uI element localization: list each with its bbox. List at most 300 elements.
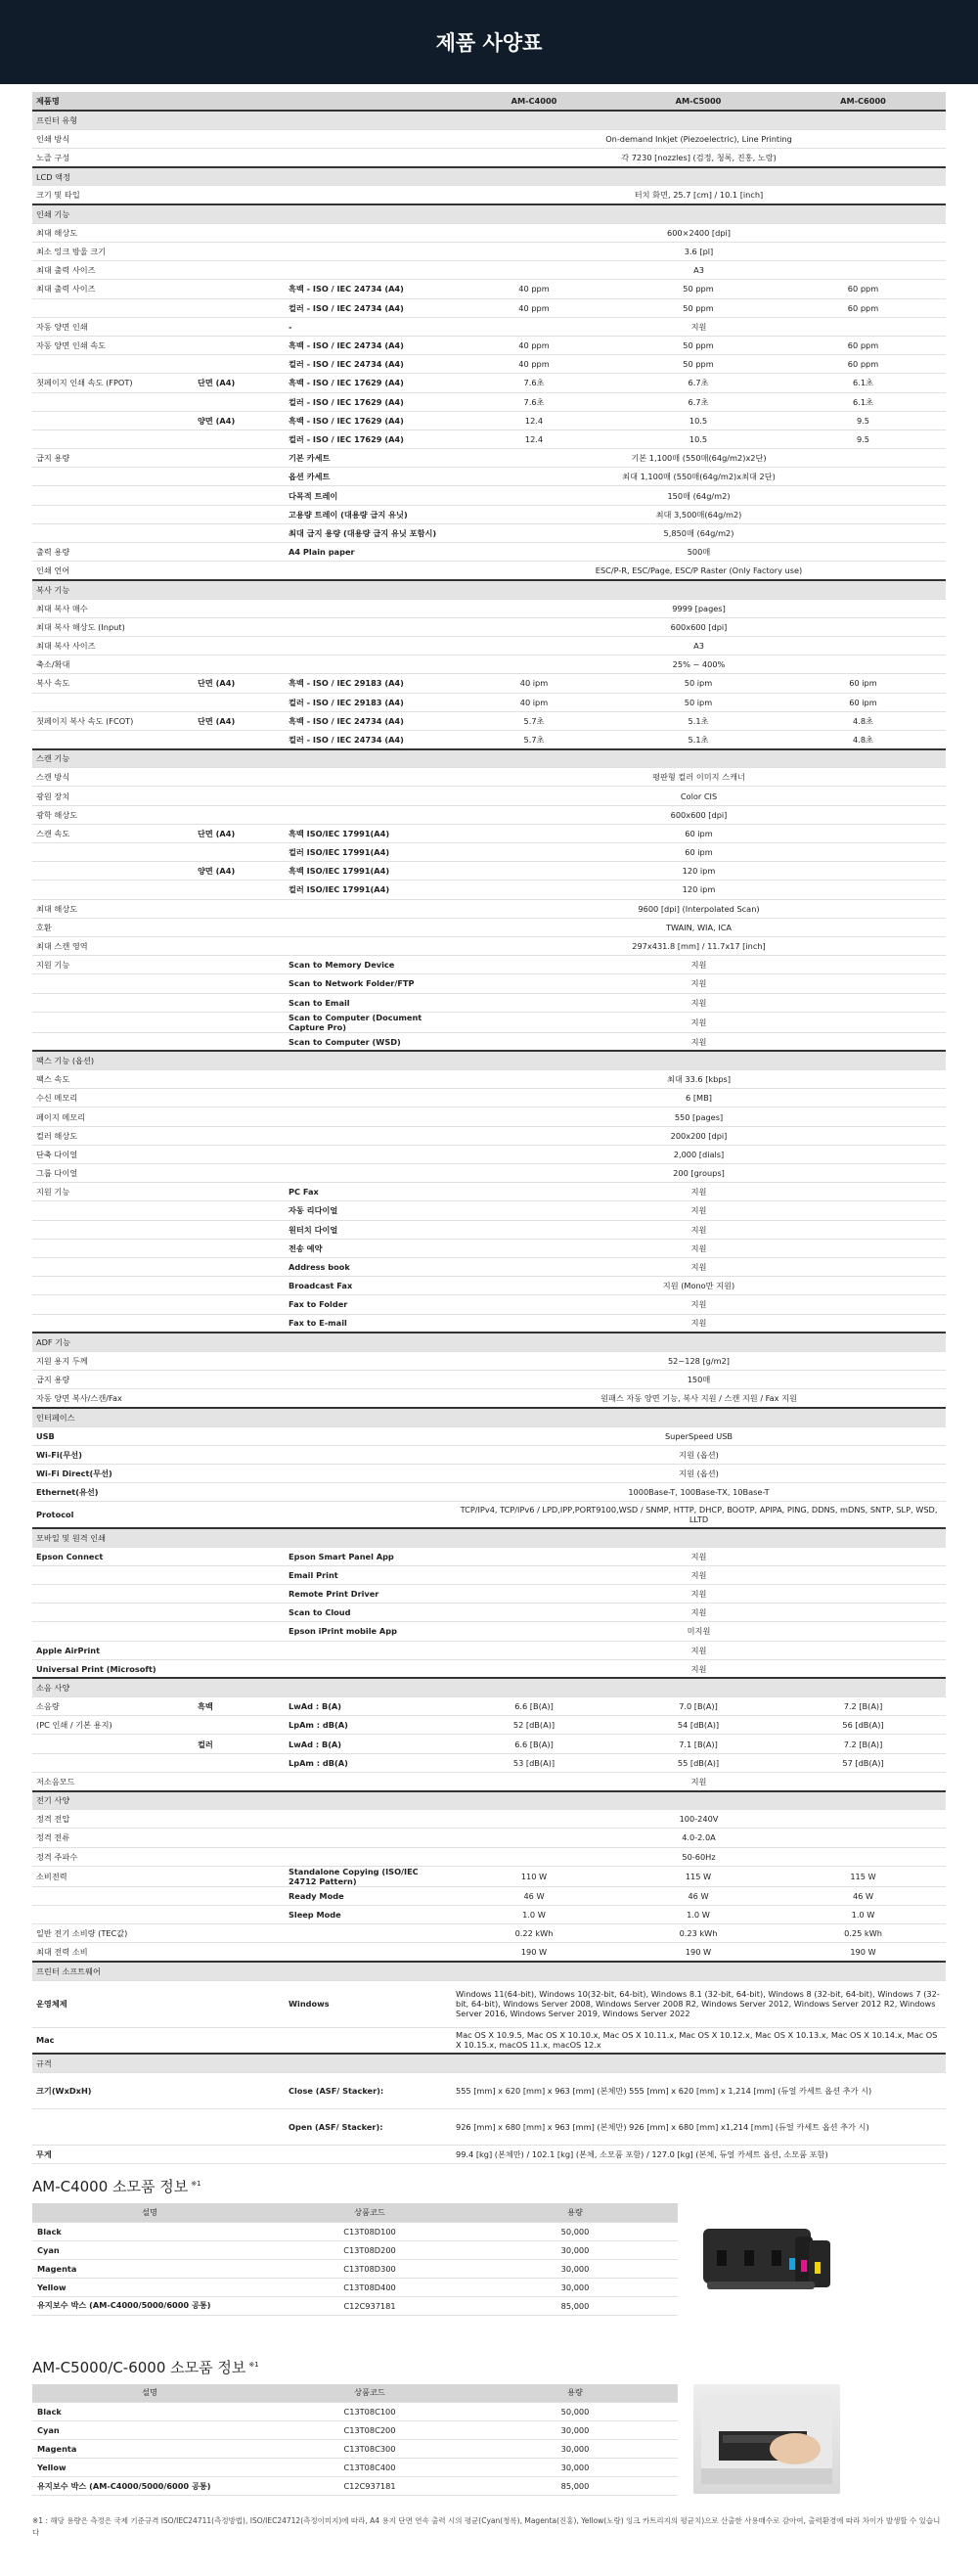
spec-row	[32, 1445, 946, 1464]
spec-cell: 컬러	[194, 1735, 285, 1753]
spec-section-row	[32, 1678, 946, 1696]
spec-cell: 지원	[452, 993, 946, 1012]
spec-cell: 60 ipm	[452, 824, 946, 842]
spec-cell: 55 [dB(A)]	[616, 1753, 780, 1772]
spec-row	[32, 1126, 946, 1145]
spec-cell	[285, 2027, 452, 2054]
consumables-title: AM-C5000/C-6000 소모품 정보 $^{※1}$	[32, 2358, 259, 2376]
spec-cell: 단축 다이얼	[32, 1145, 194, 1163]
spec-row	[32, 674, 946, 693]
spec-row	[32, 1371, 946, 1389]
spec-cell	[194, 1012, 285, 1032]
spec-cell: 무게	[32, 2145, 194, 2163]
spec-cell: A3	[452, 636, 946, 655]
spec-row	[32, 1012, 946, 1032]
spec-cell: 최대 복사 해상도 (Input)	[32, 617, 194, 636]
spec-cell: Sleep Mode	[285, 1905, 452, 1923]
spec-row	[32, 1426, 946, 1445]
spec-cell	[285, 2145, 452, 2163]
spec-row	[32, 374, 946, 392]
spec-cell: 53 [dB(A)]	[452, 1753, 616, 1772]
table-cell: Magenta	[32, 2259, 267, 2278]
spec-cell: 56 [dB(A)]	[780, 1716, 946, 1735]
spec-cell: 0.25 kWh	[780, 1924, 946, 1943]
spec-cell	[194, 1604, 285, 1622]
spec-cell: Scan to Network Folder/FTP	[285, 974, 452, 993]
table-cell: Black	[32, 2222, 267, 2240]
spec-cell: 소비전력	[32, 1866, 194, 1886]
spec-row	[32, 562, 946, 580]
spec-cell: 6.1초	[780, 374, 946, 392]
spec-row	[32, 768, 946, 787]
consumables-title: AM-C4000 소모품 정보 $^{※1}$	[32, 2178, 201, 2196]
spec-cell	[32, 523, 194, 542]
spec-cell: 지원	[452, 1201, 946, 1220]
spec-cell: 190 W	[616, 1943, 780, 1962]
spec-cell: 40 ppm	[452, 298, 616, 317]
spec-cell	[285, 243, 452, 261]
spec-row	[32, 599, 946, 617]
spec-cell	[194, 1886, 285, 1905]
spec-cell	[285, 1829, 452, 1847]
spec-cell: 단면 (A4)	[194, 674, 285, 693]
table-row	[32, 2440, 678, 2459]
spec-cell	[194, 1145, 285, 1163]
spec-row	[32, 918, 946, 936]
spec-cell	[285, 617, 452, 636]
table-cell: 30,000	[472, 2459, 678, 2477]
spec-row	[32, 2027, 946, 2054]
spec-row	[32, 655, 946, 674]
spec-cell	[194, 1445, 285, 1464]
spec-cell	[32, 1032, 194, 1051]
spec-cell	[32, 1295, 194, 1314]
spec-cell: PC Fax	[285, 1183, 452, 1201]
spec-cell	[285, 636, 452, 655]
table-cell: Magenta	[32, 2440, 267, 2459]
spec-cell: 전송 예약	[285, 1239, 452, 1257]
spec-cell: 6.6 [B(A)]	[452, 1735, 616, 1753]
spec-cell	[194, 993, 285, 1012]
spec-cell	[32, 1012, 194, 1032]
spec-row	[32, 243, 946, 261]
spec-cell	[194, 1829, 285, 1847]
spec-cell: 노즐 구성	[32, 149, 194, 167]
spec-cell: 60 ppm	[780, 280, 946, 298]
spec-row	[32, 1032, 946, 1051]
spec-cell	[194, 956, 285, 974]
spec-section-row	[32, 1408, 946, 1426]
ink-cartridges-image	[693, 2203, 840, 2311]
spec-cell: (PC 인쇄 / 기본 용지)	[32, 1716, 194, 1735]
spec-cell: 지원	[452, 1641, 946, 1659]
spec-cell	[194, 1502, 285, 1528]
spec-cell: 297x431.8 [mm] / 11.7x17 [inch]	[452, 936, 946, 955]
spec-cell: 인쇄 기능	[32, 204, 946, 223]
spec-cell	[194, 223, 285, 242]
spec-cell	[194, 1943, 285, 1962]
spec-cell	[194, 1277, 285, 1295]
spec-cell: 60 ppm	[780, 336, 946, 354]
spec-row	[32, 355, 946, 374]
spec-row	[32, 1943, 946, 1962]
spec-cell: 190 W	[780, 1943, 946, 1962]
spec-cell: 터치 화면, 25.7 [cm] / 10.1 [inch]	[452, 186, 946, 204]
spec-cell: 115 W	[616, 1866, 780, 1886]
spec-cell: 5.7초	[452, 711, 616, 730]
spec-cell: Address book	[285, 1257, 452, 1276]
spec-cell	[194, 1070, 285, 1089]
spec-cell	[285, 92, 452, 111]
spec-row	[32, 149, 946, 167]
spec-row	[32, 1239, 946, 1257]
spec-cell	[285, 1107, 452, 1126]
spec-cell: Epson Smart Panel App	[285, 1547, 452, 1565]
spec-cell: 6.6 [B(A)]	[452, 1697, 616, 1716]
consumables-section-1	[32, 2176, 978, 2316]
spec-row	[32, 1829, 946, 1847]
spec-cell	[194, 768, 285, 787]
spec-cell: 7.6초	[452, 392, 616, 411]
spec-section-row	[32, 1333, 946, 1351]
spec-cell: 지원	[452, 1604, 946, 1622]
spec-cell: Mac OS X 10.9.5, Mac OS X 10.10.x, Mac OS X 10.11.x, Mac OS X 10.12.x, Mac OS X 10.13.x, Mac OS X 10.14.x, Mac OS X 10.15.x, macOS 11.x, macOS 12.x	[452, 2027, 946, 2054]
spec-cell: A3	[452, 261, 946, 280]
spec-row	[32, 1980, 946, 2027]
spec-cell	[32, 1905, 194, 1923]
spec-cell: A4 Plain paper	[285, 543, 452, 562]
spec-cell: 110 W	[452, 1866, 616, 1886]
spec-cell	[285, 1164, 452, 1183]
spec-cell: 1.0 W	[616, 1905, 780, 1923]
spec-cell	[285, 1089, 452, 1107]
spec-cell: 46 W	[780, 1886, 946, 1905]
spec-cell: 흑백 ISO/IEC 17991(A4)	[285, 862, 452, 881]
spec-row	[32, 993, 946, 1012]
spec-cell	[285, 129, 452, 148]
spec-row	[32, 1565, 946, 1584]
table-row	[32, 2240, 678, 2259]
spec-section-row	[32, 1528, 946, 1547]
spec-cell: Fax to E-mail	[285, 1314, 452, 1333]
spec-cell: Ready Mode	[285, 1886, 452, 1905]
spec-cell	[194, 355, 285, 374]
spec-cell: 호환	[32, 918, 194, 936]
table-cell: 30,000	[472, 2278, 678, 2296]
spec-row	[32, 730, 946, 748]
spec-cell	[194, 2145, 285, 2163]
spec-cell: Fax to Folder	[285, 1295, 452, 1314]
spec-cell	[194, 1659, 285, 1678]
column-header: 용량	[472, 2203, 678, 2222]
spec-cell: 컬러 - ISO / IEC 24734 (A4)	[285, 298, 452, 317]
spec-cell	[285, 1126, 452, 1145]
spec-cell	[285, 918, 452, 936]
spec-cell	[32, 486, 194, 505]
table-cell: Black	[32, 2403, 267, 2421]
table-cell: C13T08C100	[267, 2403, 472, 2421]
spec-cell: 인쇄 방식	[32, 129, 194, 148]
spec-cell	[32, 355, 194, 374]
spec-header-row	[32, 92, 946, 111]
spec-cell	[32, 1239, 194, 1257]
spec-cell: 정격 주파수	[32, 1847, 194, 1866]
spec-cell: 60 ipm	[780, 693, 946, 711]
table-row	[32, 2477, 678, 2496]
spec-row	[32, 1314, 946, 1333]
spec-row	[32, 1697, 946, 1716]
table-cell: 유지보수 박스 (AM-C4000/5000/6000 공통)	[32, 2477, 267, 2496]
spec-cell	[285, 1465, 452, 1483]
spec-cell	[194, 429, 285, 448]
spec-cell: 50 ppm	[616, 355, 780, 374]
spec-cell: 57 [dB(A)]	[780, 1753, 946, 1772]
spec-cell	[194, 1164, 285, 1183]
table-row	[32, 2296, 678, 2315]
spec-row	[32, 1866, 946, 1886]
spec-cell	[194, 1220, 285, 1239]
spec-cell: 일반 전기 소비량 (TEC값)	[32, 1924, 194, 1943]
spec-cell: Epson iPrint mobile App	[285, 1622, 452, 1641]
spec-cell: Scan to Computer (WSD)	[285, 1032, 452, 1051]
spec-cell: 광학 해상도	[32, 805, 194, 824]
spec-cell	[285, 1659, 452, 1678]
spec-row	[32, 223, 946, 242]
spec-cell: 100-240V	[452, 1810, 946, 1829]
spec-cell: 축소/확대	[32, 655, 194, 674]
spec-cell	[32, 1314, 194, 1333]
spec-cell: 제품명	[32, 92, 194, 111]
spec-section-row	[32, 167, 946, 186]
spec-cell: 115 W	[780, 1866, 946, 1886]
table-cell: C13T08D400	[267, 2278, 472, 2296]
spec-cell: 단면 (A4)	[194, 824, 285, 842]
table-row	[32, 2421, 678, 2440]
spec-cell: LpAm : dB(A)	[285, 1716, 452, 1735]
spec-cell: 지원	[452, 1239, 946, 1257]
spec-cell	[194, 1753, 285, 1772]
spec-cell	[32, 429, 194, 448]
spec-cell: 60 ipm	[780, 674, 946, 693]
spec-cell: 5.7초	[452, 730, 616, 748]
spec-cell: 자동 리다이얼	[285, 1201, 452, 1220]
spec-cell	[285, 1483, 452, 1502]
spec-row	[32, 617, 946, 636]
spec-row	[32, 1257, 946, 1276]
spec-row	[32, 1502, 946, 1528]
spec-row	[32, 1220, 946, 1239]
spec-section-row	[32, 1962, 946, 1980]
spec-cell: 60 ppm	[780, 298, 946, 317]
spec-cell: LCD 액정	[32, 167, 946, 186]
spec-cell	[32, 411, 194, 429]
spec-section-row	[32, 749, 946, 768]
spec-cell	[194, 1032, 285, 1051]
footnote: ※1 : 해당 용량은 측정은 국제 기준규격 ISO/IEC24711(측정방법), ISO/IEC24712(측정이미지)에 따라, A4 용지 단면 연속 출력 시의 평균(Cyan(청록), Magenta(진홍), Yellow(노랑) 잉크 카트리지의 평균치)으로 산출한 사용매수로 감아여, 출력환경에 따라 차이가 발생할 수 있습니다	[32, 2516, 941, 2538]
spec-cell	[194, 2108, 285, 2145]
table-cell: Yellow	[32, 2278, 267, 2296]
spec-row	[32, 936, 946, 955]
spec-cell: 최대 복사 매수	[32, 599, 194, 617]
spec-row	[32, 1810, 946, 1829]
spec-cell: Scan to Email	[285, 993, 452, 1012]
spec-cell: 지원	[452, 1772, 946, 1790]
spec-cell: 50 ppm	[616, 336, 780, 354]
spec-cell: 지원 (Mono만 지원)	[452, 1277, 946, 1295]
spec-cell: 52~128 [g/m2]	[452, 1351, 946, 1370]
spec-cell: 지원	[452, 1584, 946, 1603]
spec-cell	[194, 693, 285, 711]
spec-cell	[194, 1314, 285, 1333]
spec-row	[32, 392, 946, 411]
spec-cell	[194, 918, 285, 936]
spec-row	[32, 1584, 946, 1603]
spec-cell: 흑백 - ISO / IEC 17629 (A4)	[285, 411, 452, 429]
spec-cell: 52 [dB(A)]	[452, 1716, 616, 1735]
spec-cell	[32, 1565, 194, 1584]
spec-cell	[285, 655, 452, 674]
spec-cell: Protocol	[32, 1502, 194, 1528]
spec-cell: -	[285, 317, 452, 336]
spec-cell: 500매	[452, 543, 946, 562]
spec-cell: 평판형 컬러 이미지 스캐너	[452, 768, 946, 787]
spec-cell	[32, 1584, 194, 1603]
spec-cell: 컬러 해상도	[32, 1126, 194, 1145]
spec-cell: 최대 해상도	[32, 899, 194, 918]
spec-row	[32, 1547, 946, 1565]
spec-cell: 복사 속도	[32, 674, 194, 693]
spec-cell	[32, 505, 194, 523]
spec-cell	[285, 223, 452, 242]
spec-cell	[194, 636, 285, 655]
spec-cell: 소음 사양	[32, 1678, 946, 1696]
spec-cell: 550 [pages]	[452, 1107, 946, 1126]
spec-cell: 컬러 - ISO / IEC 24734 (A4)	[285, 355, 452, 374]
spec-cell: 출력 용량	[32, 543, 194, 562]
spec-cell	[194, 243, 285, 261]
spec-section-row	[32, 204, 946, 223]
spec-row	[32, 1905, 946, 1923]
spec-cell: Scan to Cloud	[285, 1604, 452, 1622]
spec-cell: 지원 기능	[32, 1183, 194, 1201]
spec-row	[32, 1772, 946, 1790]
spec-cell: USB	[32, 1426, 194, 1445]
spec-cell: 다목적 트레이	[285, 486, 452, 505]
spec-cell: 지원	[452, 317, 946, 336]
spec-cell: 3.6 [pl]	[452, 243, 946, 261]
spec-cell: 2,000 [dials]	[452, 1145, 946, 1163]
maintenance-box-image	[693, 2384, 840, 2494]
spec-cell	[32, 1201, 194, 1220]
table-row	[32, 2403, 678, 2421]
spec-row	[32, 523, 946, 542]
spec-row	[32, 2145, 946, 2163]
table-cell: C12C937181	[267, 2477, 472, 2496]
spec-cell: 복사 기능	[32, 580, 946, 599]
spec-cell	[194, 392, 285, 411]
spec-row	[32, 843, 946, 862]
spec-cell	[194, 149, 285, 167]
spec-row	[32, 317, 946, 336]
spec-row	[32, 1622, 946, 1641]
spec-cell	[194, 787, 285, 805]
spec-cell: 최대 33.6 [kbps]	[452, 1070, 946, 1089]
spec-cell	[194, 2072, 285, 2108]
spec-cell	[194, 523, 285, 542]
spec-cell: Remote Print Driver	[285, 1584, 452, 1603]
spec-cell	[194, 1866, 285, 1886]
spec-cell	[194, 486, 285, 505]
spec-cell	[285, 1772, 452, 1790]
spec-row	[32, 1277, 946, 1295]
spec-cell: ESC/P-R, ESC/Page, ESC/P Raster (Only Factory use)	[452, 562, 946, 580]
spec-row	[32, 1107, 946, 1126]
spec-cell: AM-C4000	[452, 92, 616, 111]
spec-cell	[32, 1257, 194, 1276]
spec-cell: 46 W	[452, 1886, 616, 1905]
spec-cell	[194, 317, 285, 336]
spec-cell: 지원 (옵션)	[452, 1465, 946, 1483]
spec-row	[32, 1183, 946, 1201]
spec-cell: 50 ppm	[616, 298, 780, 317]
spec-cell: 지원	[452, 1183, 946, 1201]
spec-cell	[194, 468, 285, 486]
spec-cell	[194, 336, 285, 354]
spec-cell	[194, 599, 285, 617]
spec-cell	[285, 599, 452, 617]
spec-cell	[285, 1389, 452, 1408]
spec-cell: 9.5	[780, 429, 946, 448]
spec-row	[32, 429, 946, 448]
spec-cell: 모바일 및 원격 인쇄	[32, 1528, 946, 1547]
column-header: 상품코드	[267, 2384, 472, 2403]
spec-row	[32, 956, 946, 974]
spec-cell	[194, 1183, 285, 1201]
spec-cell: Close (ASF/ Stacker):	[285, 2072, 452, 2108]
spec-cell: 흑백 - ISO / IEC 29183 (A4)	[285, 674, 452, 693]
spec-cell: 기본 1,100매 (550매(64g/m2)x2단)	[452, 449, 946, 468]
spec-row	[32, 899, 946, 918]
table-cell: C13T08D200	[267, 2240, 472, 2259]
spec-row	[32, 1886, 946, 1905]
spec-cell	[32, 881, 194, 899]
spec-row	[32, 1351, 946, 1370]
spec-cell: 지원 용지 두께	[32, 1351, 194, 1370]
spec-cell: 40 ipm	[452, 674, 616, 693]
spec-cell: 컬러 - ISO / IEC 17629 (A4)	[285, 392, 452, 411]
spec-cell: 컬러 ISO/IEC 17991(A4)	[285, 881, 452, 899]
spec-cell	[285, 1924, 452, 1943]
table-row	[32, 2222, 678, 2240]
spec-cell: 최대 3,500매(64g/m2)	[452, 505, 946, 523]
spec-cell	[194, 2027, 285, 2054]
spec-row	[32, 693, 946, 711]
spec-cell	[285, 149, 452, 167]
spec-cell: 5,850매 (64g/m2)	[452, 523, 946, 542]
spec-row	[32, 505, 946, 523]
table-cell: 30,000	[472, 2440, 678, 2459]
spec-cell: 10.5	[616, 411, 780, 429]
spec-cell: 정격 전압	[32, 1810, 194, 1829]
spec-row	[32, 336, 946, 354]
spec-cell: 지원	[452, 1032, 946, 1051]
spec-cell: Apple AirPrint	[32, 1641, 194, 1659]
table-row	[32, 2278, 678, 2296]
spec-cell: 단면 (A4)	[194, 374, 285, 392]
spec-cell: 60 ipm	[452, 843, 946, 862]
spec-cell: 흑백	[194, 1697, 285, 1716]
table-row	[32, 2459, 678, 2477]
